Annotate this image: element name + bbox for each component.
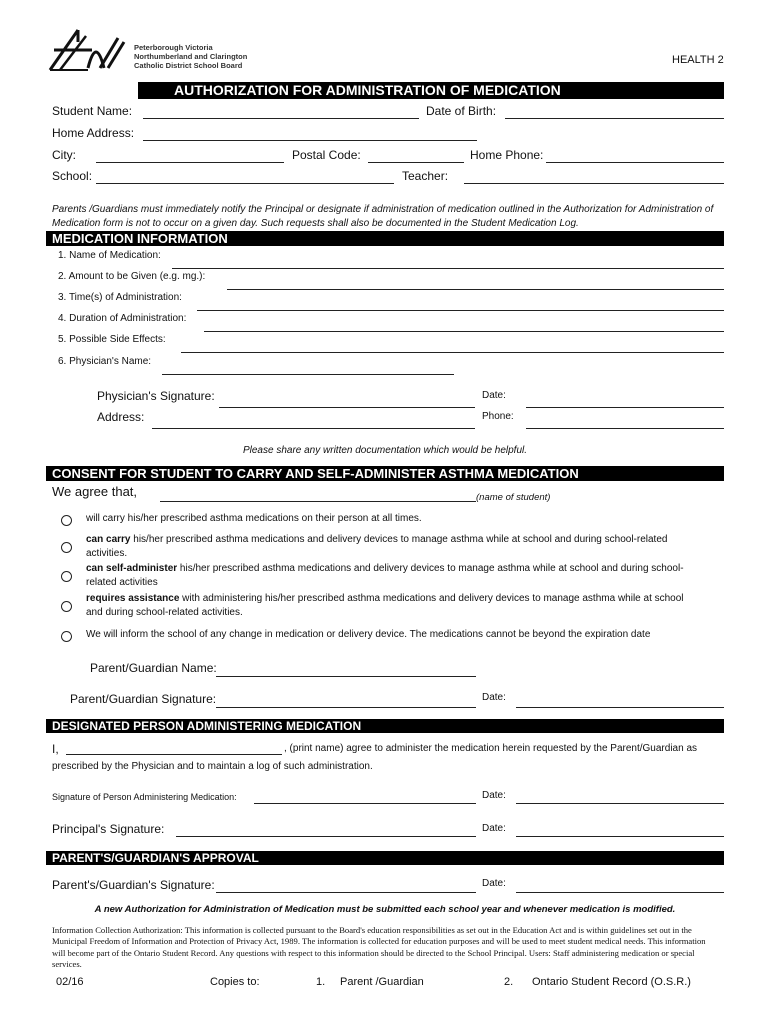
admin-date-label: Date: [482,790,506,801]
guardian-name-label: Parent/Guardian Name: [90,661,217,675]
page-title [138,82,724,99]
med-name-field[interactable] [172,268,724,269]
consent-option-3-text: his/her prescribed asthma medications and delivery devices to manage asthma while at school and during school- [177,563,684,574]
teacher-label: Teacher: [402,169,449,183]
approval-heading-text: PARENT'S/GUARDIAN'S APPROVAL [52,851,259,865]
share-note: Please share any written documentation which would be helpful. [242,445,528,456]
footer-date-code: 02/16 [56,976,84,988]
principal-date-field[interactable] [516,836,724,837]
med-item-5: 5. Possible Side Effects: [58,334,166,345]
footer-copy2: Ontario Student Record (O.S.R.) [532,976,691,988]
consent-option-3-bold: can self-administer [86,563,178,574]
city-label: City: [52,148,76,162]
consent-option-1 [86,512,706,526]
teacher-field[interactable] [464,183,724,184]
consent-option-4-bold: requires assistance [86,593,180,604]
principal-signature-field[interactable] [176,836,476,837]
admin-signature-field[interactable] [254,803,476,804]
approval-date-field[interactable] [516,892,724,893]
designated-agreement-text: , (print name) agree to administer the medication herein requested by the Parent/Guardian as [284,743,698,754]
logo-mark-icon [48,28,128,72]
consent-heading-text: CONSENT FOR STUDENT TO CARRY AND SELF-ADMINISTER ASTHMA MEDICATION [52,466,579,481]
home-phone-field[interactable] [546,162,724,163]
consent-option-2 [86,533,706,561]
form-code: HEALTH 2 [672,54,724,66]
consent-option-3 [86,562,706,590]
admin-date-field[interactable] [516,803,724,804]
city-field[interactable] [96,162,284,163]
school-label: School: [52,169,93,183]
guardian-signature-field[interactable] [216,707,476,708]
page-title-text: AUTHORIZATION FOR ADMINISTRATION OF MEDICATION [174,82,561,98]
consent-option-1-text: will carry his/her prescribed asthma medications on their person at all times. [86,513,422,524]
physician-phone-field[interactable] [526,428,724,429]
footer-copy1-num: 1. [316,976,326,988]
org-name [134,43,247,70]
guardian-date-field[interactable] [516,707,724,708]
physician-address-field[interactable] [152,428,475,429]
consent-student-name-field[interactable] [160,501,476,502]
consent-option-3-text2: related activities [86,577,158,588]
designated-i-label: I, [52,742,59,756]
notice-text: Parents /Guardians must immediately notify the Principal or designate if administration of medication outlined in the Authorization for Administration of Medication form is not to occur on a given day. Such requests shall also be documented in the Student Medication Log. [52,204,714,229]
footer-copy1: Parent /Guardian [340,976,424,988]
org-line-3: Catholic District School Board [134,61,243,70]
physician-date-field[interactable] [526,407,724,408]
approval-signature-label: Parent's/Guardian's Signature: [52,878,215,892]
designated-agreement-text2: prescribed by the Physician and to maintain a log of such administration. [52,761,373,772]
physician-signature-field[interactable] [219,407,475,408]
guardian-name-field[interactable] [216,676,476,677]
principal-date-label: Date: [482,823,506,834]
admin-signature-label: Signature of Person Administering Medication: [52,792,237,802]
footer-copy2-num: 2. [504,976,514,988]
org-line-2: Northumberland and Clarington [134,52,248,61]
agree-label: We agree that, [52,484,138,499]
med-item-4: 4. Duration of Administration: [58,313,187,324]
physician-phone-label: Phone: [482,411,514,422]
consent-option-inform-school-radio[interactable] [61,631,72,642]
designated-heading-text: DESIGNATED PERSON ADMINISTERING MEDICATION [52,719,362,733]
physician-date-label: Date: [482,390,506,401]
consent-option-4-text2: and during school-related activities. [86,607,243,618]
principal-signature-label: Principal's Signature: [52,822,165,836]
consent-option-2-text: his/her prescribed asthma medications and delivery devices to manage asthma while at school and during school-related [130,534,668,545]
guardian-signature-label: Parent/Guardian Signature: [70,692,217,706]
med-amount-field[interactable] [227,289,724,290]
med-side-effects-field[interactable] [181,352,724,353]
med-item-2: 2. Amount to be Given (e.g. mg.): [58,271,206,282]
footer-copies-label: Copies to: [210,976,260,988]
designated-section-header [46,719,724,733]
org-line-1: Peterborough Victoria [134,43,213,52]
address-label: Home Address: [52,126,135,140]
student-name-label: Student Name: [52,104,133,118]
consent-option-4-text: with administering his/her prescribed asthma medications and delivery devices to manage asthma while at school [179,593,684,604]
school-field[interactable] [96,183,394,184]
approval-date-label: Date: [482,878,506,889]
consent-option-carry-on-person-radio[interactable] [61,515,72,526]
approval-section-header [46,851,724,865]
logo [48,28,128,72]
consent-option-5 [86,628,711,642]
consent-option-5-text: We will inform the school of any change in medication or delivery device. The medications cannot be beyond the expiration date [86,629,651,640]
med-time-field[interactable] [197,310,724,311]
physician-signature-label: Physician's Signature: [97,389,215,403]
physician-name-field[interactable] [162,374,454,375]
dob-label: Date of Birth: [426,104,497,118]
info-collection-text: Information Collection Authorization: This information is collected pursuant to the Board's education responsibilities as set out in the Education Act and is within guidelines set out in the Municipal Freedom of Information and Protection of Privacy Act, 1989. The information is collected for education purposes and will be used to meet student medical needs. This information will become part of the Ontario Student Record. Any questions with respect to this information should be directed to the School Principal. Users: Staff administering medication or special services. [52,925,706,969]
med-duration-field[interactable] [204,331,724,332]
physician-address-label: Address: [97,410,145,424]
medication-heading-text: MEDICATION INFORMATION [52,231,228,246]
approval-signature-field[interactable] [216,892,476,893]
address-field[interactable] [143,140,477,141]
consent-option-2-text2: activities. [86,548,128,559]
med-item-6: 6. Physician's Name: [58,356,152,367]
consent-option-self-administer-radio[interactable] [61,571,72,582]
student-name-field[interactable] [143,118,419,119]
postal-field[interactable] [368,162,464,163]
consent-option-requires-assistance-radio[interactable] [61,601,72,612]
med-item-3: 3. Time(s) of Administration: [58,292,182,303]
consent-option-can-carry-radio[interactable] [61,542,72,553]
approval-footer-note: A new Authorization for Administration of Medication must be submitted each school year and whenever medication is modified. [94,904,676,915]
postal-label: Postal Code: [292,148,361,162]
dob-field[interactable] [505,118,724,119]
designated-print-name-field[interactable] [66,754,282,755]
consent-section-header [46,466,724,481]
medication-section-header [46,231,724,246]
consent-option-4 [86,592,711,620]
med-item-1: 1. Name of Medication: [58,250,161,261]
guardian-date-label: Date: [482,692,506,703]
home-phone-label: Home Phone: [470,148,544,162]
name-of-student-hint: (name of student) [476,492,551,503]
consent-option-2-bold: can carry [86,534,131,545]
